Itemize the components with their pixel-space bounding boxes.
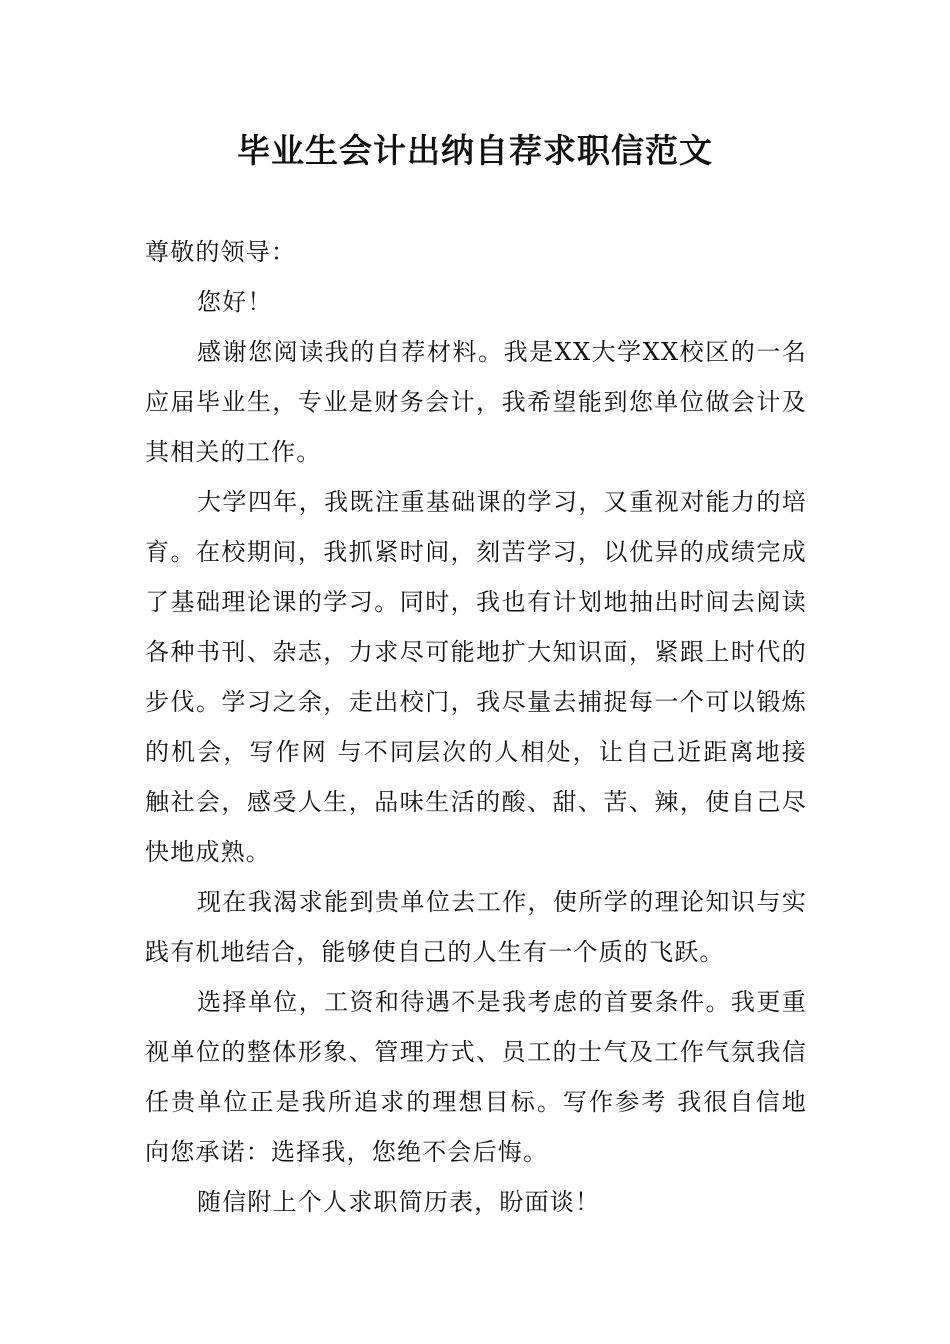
paragraph-choice-criteria: 选择单位，工资和待遇不是我考虑的首要条件。我更重视单位的整体形象、管理方式、员工的士气及工作气氛我信任贵单位正是我所追求的理想目标。写作参考 我很自信地向您承诺：选择我，您绝不会后悔。: [145, 988, 807, 1166]
letter-body: [145, 227, 807, 1227]
paragraph-aspiration: 现在我渴求能到贵单位去工作，使所学的理论知识与实践有机地结合，能够使自己的人生有一个质的飞跃。: [145, 888, 807, 966]
paragraph-closing: 随信附上个人求职简历表，盼面谈！: [197, 1188, 601, 1216]
salutation: 尊敬的领导：: [145, 238, 297, 266]
paragraph-greeting: 您好！: [197, 288, 273, 316]
paragraph-university-years: 大学四年，我既注重基础课的学习，又重视对能力的培育。在校期间，我抓紧时间，刻苦学习，以优异的成绩完成了基础理论课的学习。同时，我也有计划地抽出时间去阅读各种书刊、杂志，力求尽可能地扩大知识面，紧跟上时代的步伐。学习之余，走出校门，我尽量去捕捉每一个可以锻炼的机会，写作网 与不同层次的人相处，让自己近距离地接触社会，感受人生，品味生活的酸、甜、苦、辣，使自己尽快地成熟。: [145, 488, 807, 866]
document-title: 毕业生会计出纳自荐求职信范文: [237, 131, 713, 170]
paragraph-introduction: 感谢您阅读我的自荐材料。我是XX大学XX校区的一名应届毕业生，专业是财务会计，我希望能到您单位做会计及其相关的工作。: [145, 338, 807, 466]
